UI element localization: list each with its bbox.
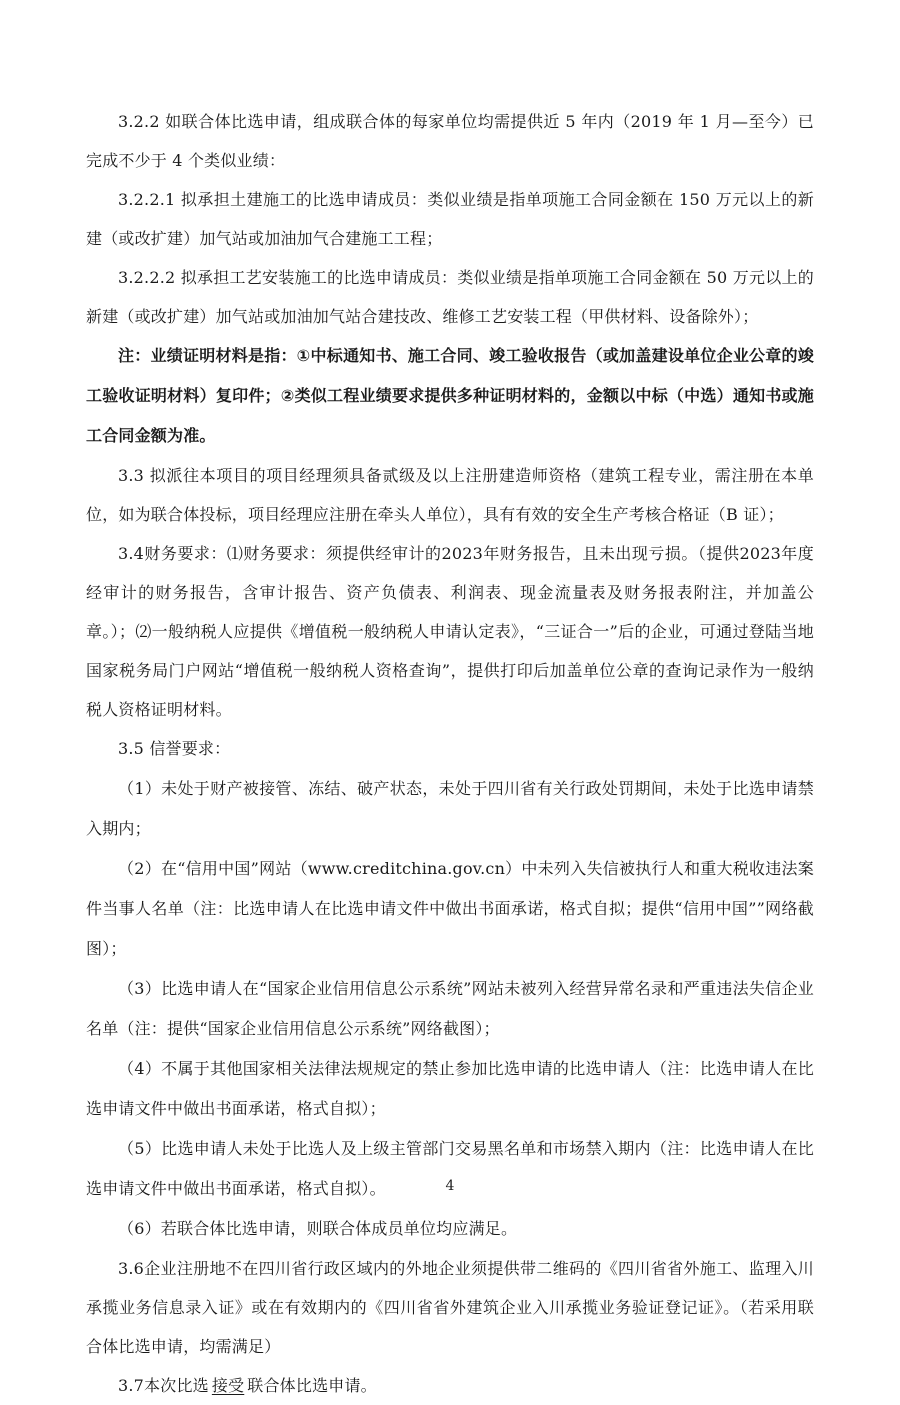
document-body xyxy=(86,102,814,1405)
paragraph-3-5-item-4: （4）不属于其他国家相关法律法规规定的禁止参加比选申请的比选申请人（注：比选申请人在比选申请文件中做出书面承诺，格式自拟）； xyxy=(86,1059,814,1118)
paragraph-3-4: 3.4财务要求：⑴财务要求：须提供经审计的2023年财务报告，且未出现亏损。（提供2023年度经审计的财务报告，含审计报告、资产负债表、利润表、现金流量表及财务报表附注，并加盖公章。）；⑵一般纳税人应提供《增值税一般纳税人申请认定表》，“三证合一”后的企业，可通过登陆当地国家税务局门户网站“增值税一般纳税人资格查询”，提供打印后加盖单位公章的查询记录作为一般纳税人资格证明材料。 xyxy=(86,544,814,719)
paragraph-3-5-item-5: （5）比选申请人未处于比选人及上级主管部门交易黑名单和市场禁入期内（注：比选申请人在比选申请文件中做出书面承诺，格式自拟）。 xyxy=(86,1139,814,1198)
paragraph-3-7 xyxy=(86,1366,814,1405)
paragraph-3-5-item-2: （2）在“信用中国”网站（www.creditchina.gov.cn）中未列入失信被执行人和重大税收违法案件当事人名单（注：比选申请人在比选申请文件中做出书面承诺，格式自拟；提供“信用中国””网络截图）； xyxy=(86,859,814,958)
paragraph-3-2-2-1: 3.2.2.1 拟承担土建施工的比选申请成员：类似业绩是指单项施工合同金额在 150 万元以上的新建（或改扩建）加气站或加油加气合建施工工程； xyxy=(86,190,814,248)
paragraph-3-2-2-2: 3.2.2.2 拟承担工艺安装施工的比选申请成员：类似业绩是指单项施工合同金额在 50 万元以上的新建（或改扩建）加气站或加油加气站合建技改、维修工艺安装工程（甲供材料、设备除外）； xyxy=(86,268,814,326)
page-number: 4 xyxy=(445,1178,455,1194)
paragraph-3-5: 3.5 信誉要求： xyxy=(118,739,231,758)
paragraph-3-5-item-1: （1）未处于财产被接管、冻结、破产状态，未处于四川省有关行政处罚期间，未处于比选申请禁入期内； xyxy=(86,779,814,838)
paragraph-3-5-item-6: （6）若联合体比选申请，则联合体成员单位均应满足。 xyxy=(118,1219,518,1238)
paragraph-3-7-suffix: 联合体比选申请。 xyxy=(247,1376,377,1395)
paragraph-note-performance-proof: 注：业绩证明材料是指：①中标通知书、施工合同、竣工验收报告（或加盖建设单位企业公章的竣工验收证明材料）复印件；②类似工程业绩要求提供多种证明材料的，金额以中标（中选）通知书或施工合同金额为准。 xyxy=(86,346,814,445)
paragraph-3-7-underlined-value: 接受 xyxy=(211,1376,245,1395)
paragraph-3-5-item-3: （3）比选申请人在“国家企业信用信息公示系统”网站未被列入经营异常名录和严重违法失信企业名单（注：提供“国家企业信用信息公示系统”网络截图）； xyxy=(86,979,814,1038)
paragraph-3-2-2: 3.2.2 如联合体比选申请，组成联合体的每家单位均需提供近 5 年内（2019 年 1 月—至今）已完成不少于 4 个类似业绩： xyxy=(86,112,814,170)
paragraph-3-7-prefix: 3.7本次比选 xyxy=(118,1376,209,1395)
paragraph-3-3: 3.3 拟派往本项目的项目经理须具备贰级及以上注册建造师资格（建筑工程专业，需注册在本单位，如为联合体投标，项目经理应注册在牵头人单位），具有有效的安全生产考核合格证（B 证）； xyxy=(86,466,814,524)
paragraph-3-6: 3.6企业注册地不在四川省行政区域内的外地企业须提供带二维码的《四川省省外施工、监理入川承揽业务信息录入证》或在有效期内的《四川省省外建筑企业入川承揽业务验证登记证》。（若采用联合体比选申请，均需满足） xyxy=(86,1259,814,1356)
